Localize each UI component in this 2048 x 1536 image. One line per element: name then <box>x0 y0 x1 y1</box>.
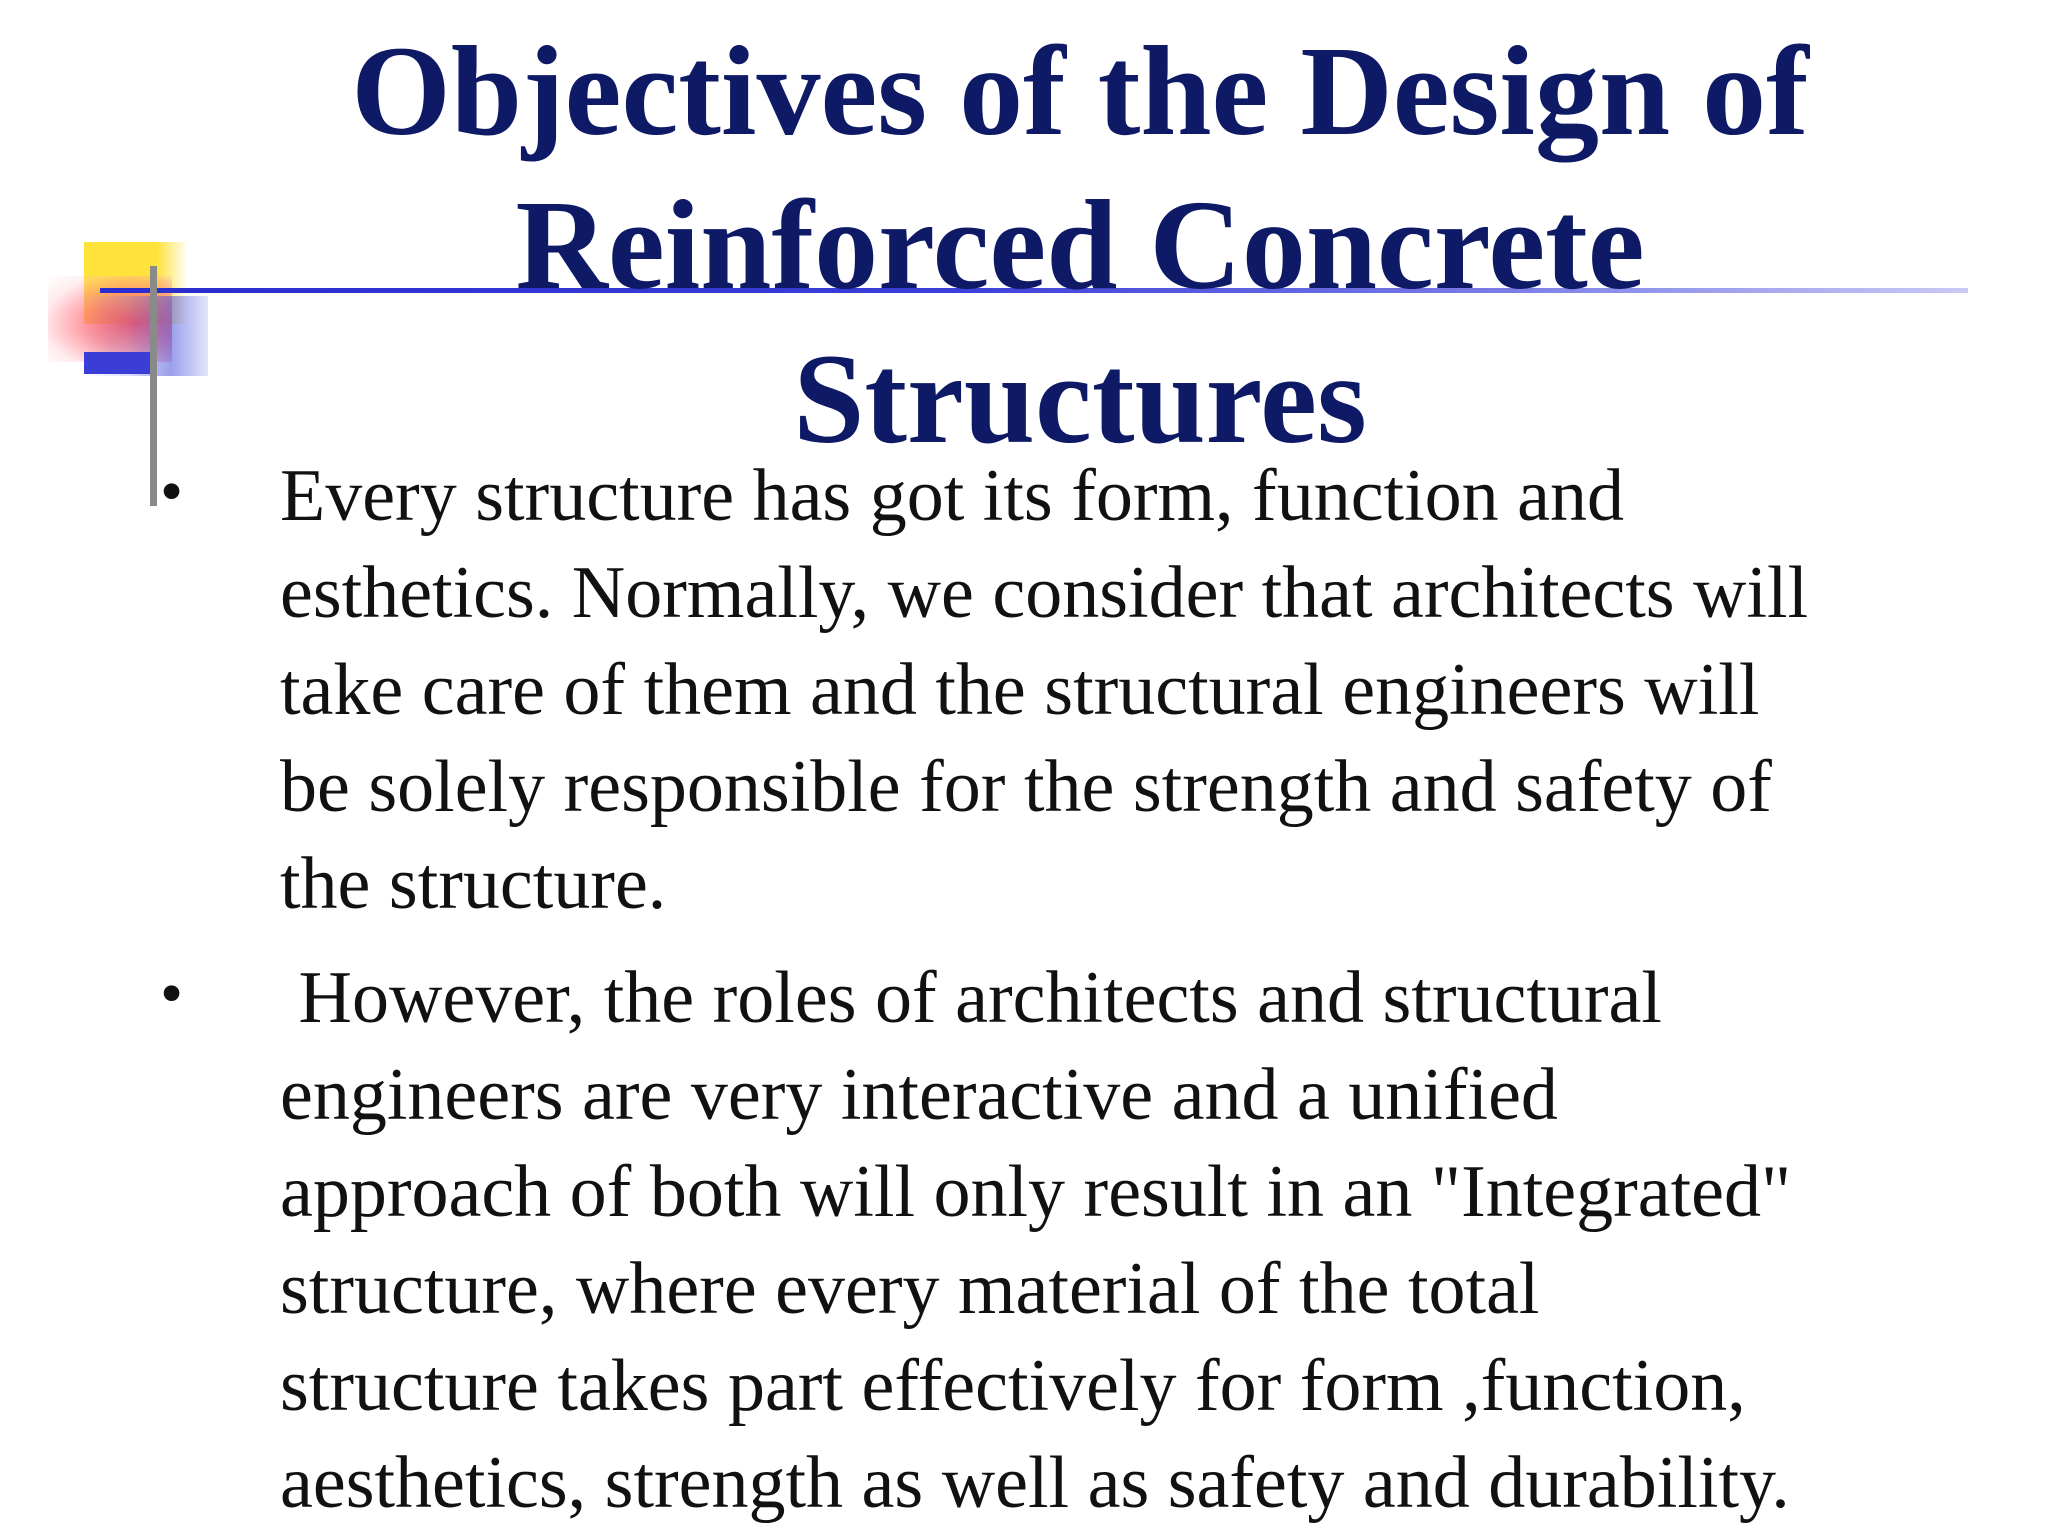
title-line: Objectives of the Design of <box>351 20 1809 162</box>
bullet-line: engineers are very interactive and a unified <box>280 1054 1558 1136</box>
bullet-line: structure, where every material of the total <box>280 1248 1540 1330</box>
bullet-item-1 <box>280 448 2000 933</box>
bullet-line: take care of them and the structural engineers will <box>280 649 1760 731</box>
bullet-line: However, the roles of architects and structural <box>280 957 1662 1039</box>
bullet-marker: • <box>160 455 184 528</box>
bullet-item-2 <box>280 950 2000 1532</box>
title-line: Structures <box>793 328 1367 470</box>
bullet-line: structure takes part effectively for form ,function, <box>280 1345 1746 1427</box>
bullet-line: the structure. <box>280 843 667 925</box>
bullet-line: be solely responsible for the strength and safety of <box>280 746 1772 828</box>
bullet-line: aesthetics, strength as well as safety and durability. <box>280 1442 1790 1524</box>
bullet-line: approach of both will only result in an "Integrated" <box>280 1151 1792 1233</box>
bullet-line: esthetics. Normally, we consider that architects will <box>280 552 1809 634</box>
bullet-marker: • <box>160 957 184 1030</box>
bullet-line: Every structure has got its form, function and <box>280 455 1624 537</box>
title-line: Reinforced Concrete <box>515 174 1645 316</box>
